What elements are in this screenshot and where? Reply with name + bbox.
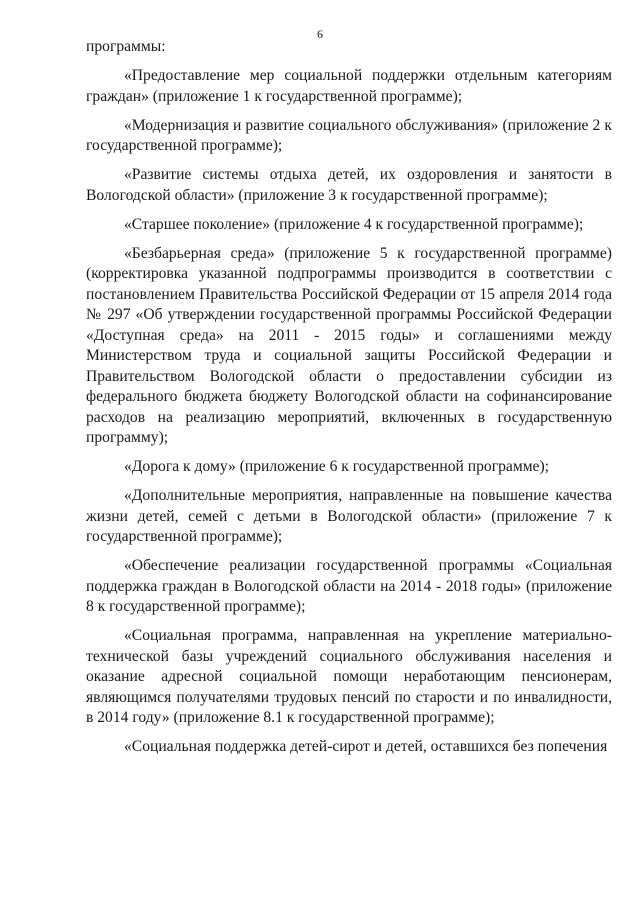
paragraph-subprogram-3: «Развитие системы отдыха детей, их оздоровления и занятости в Вологодской области» (приложение 3 к государственной программе);	[86, 166, 612, 204]
paragraph-subprogram-9: «Социальная поддержка детей-сирот и детей, оставшихся без попечения	[124, 738, 608, 755]
paragraph-subprogram-2: «Модернизация и развитие социального обслуживания» (приложение 2 к государственной программе);	[86, 116, 612, 154]
paragraph-subprogram-1: «Предоставление мер социальной поддержки отдельным категориям граждан» (приложение 1 к государственной программе);	[86, 67, 612, 105]
paragraph-subprogram-7: «Дополнительные мероприятия, направленные на повышение качества жизни детей, семей с детьми в Вологодской области» (приложение 7 к государственной программе);	[86, 487, 612, 545]
paragraph-subprogram-6: «Дорога к дому» (приложение 6 к государственной программе);	[124, 458, 550, 475]
paragraph-subprogram-8: «Обеспечение реализации государственной программы «Социальная поддержка граждан в Вологодской области на 2014 - 2018 годы» (приложение 8 к государственной программе);	[86, 557, 612, 615]
page-number: 6	[317, 27, 323, 41]
paragraph-subprogram-4: «Старшее поколение» (приложение 4 к государственной программе);	[124, 215, 584, 233]
paragraph-subprogram-8-1: «Социальная программа, направленная на укрепление материально- технической базы учреждений социального обслуживания населения и оказание адресной социальной помощи неработающим пенсионерам, являющимся получателями трудовых пенсий по старости и по инвалидности, в 2014 году» (приложение 8.1 к государственной программе);	[86, 627, 612, 726]
document-body	[86, 37, 612, 766]
paragraph-subprogram-5: «Безбарьерная среда» (приложение 5 к государственной программе) (корректировка указанной подпрограммы производится в соответствии с постановлением Правительства Российской Федерации от 15 апреля 2014 года № 297 «Об утверждении государственной программы Российской Федерации «Доступная среда» на 2011 - 2015 годы» и соглашениями между Министерством труда и социальной защиты Российской Федерации и Правительством Вологодской области о предоставлении субсидии из федерального бюджета бюджету Вологодской области на софинансирование расходов на реализацию мероприятий, включенных в государственную программу);	[86, 244, 612, 446]
paragraph-intro: программы:	[86, 38, 166, 55]
